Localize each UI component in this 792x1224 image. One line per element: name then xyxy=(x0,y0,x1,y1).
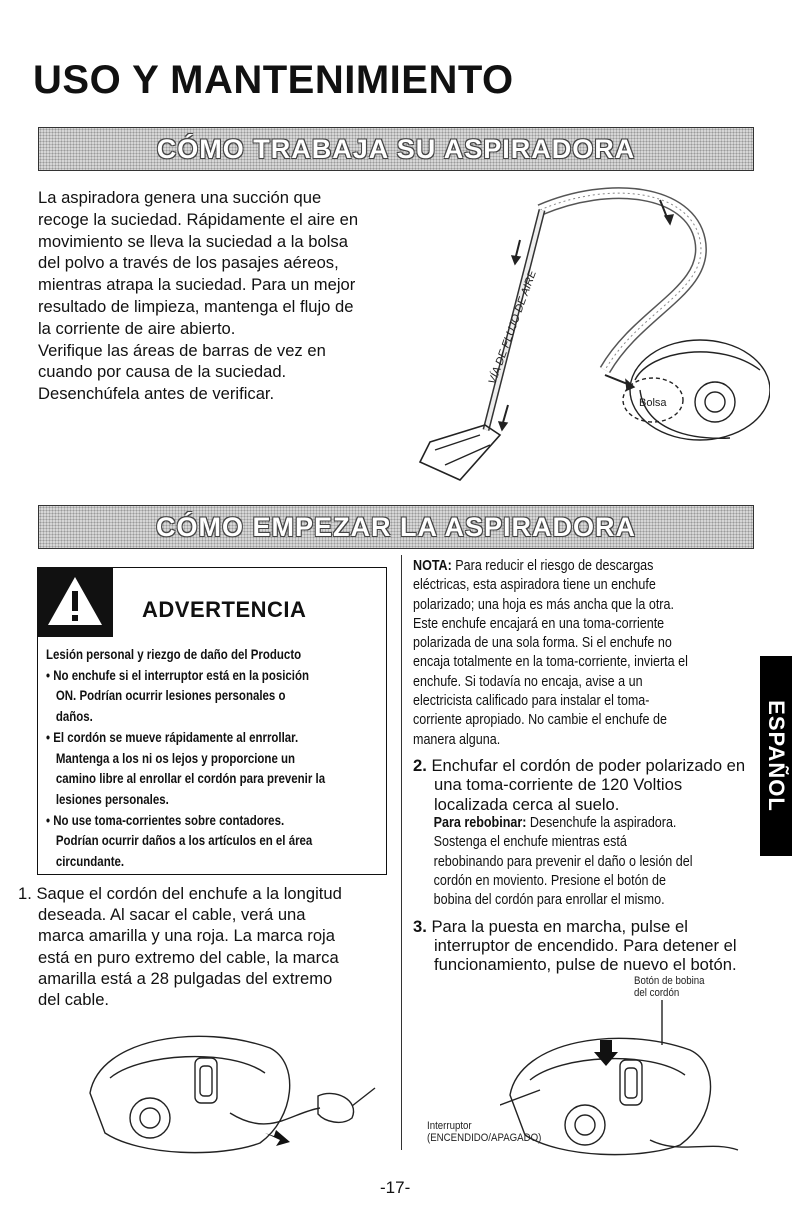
rewind-line: cordón en moviento. Presione el botón de xyxy=(433,873,666,890)
step-number: 3. xyxy=(413,916,427,936)
warning-icon-block xyxy=(37,567,113,637)
warning-line: • No enchufe si el interruptor está en la posición xyxy=(46,666,310,683)
text-line: la corriente de aire abierto. xyxy=(38,318,236,338)
rewind-line: bobina del cordón para enrollar el mismo. xyxy=(433,892,665,909)
bag-label: Bolsa xyxy=(639,397,667,409)
vacuum-airflow-illustration xyxy=(390,180,770,500)
text-line: Verifique las áreas de barras de vez en xyxy=(38,340,326,360)
text-line: La aspiradora genera una succión que xyxy=(38,188,322,207)
step-1-line: está en puro extremo del cable, la marca xyxy=(38,947,339,967)
warning-text xyxy=(46,644,325,872)
page-number: -17- xyxy=(380,1178,411,1197)
warning-line: Lesión personal y riezgo de daño del Producto xyxy=(46,646,302,662)
vacuum-buttons-illustration xyxy=(500,1000,740,1160)
warning-line: • El cordón se mueve rápidamente al enrrollar. xyxy=(46,728,299,745)
step-3-line: interruptor de encendido. Para detener el xyxy=(434,936,737,956)
note-line: electricista calificado para instalar el toma- xyxy=(413,693,650,710)
text-line: mientras atrapa la suciedad. Para un mejor xyxy=(38,275,356,295)
note-line: Este enchufe encajará en una toma-corriente xyxy=(413,615,665,632)
airflow-path-label: VÍA DE FLUJO DE AIRE xyxy=(486,268,539,387)
note-line: eléctricas, esta aspiradora tiene un enchufe xyxy=(413,577,656,594)
right-column xyxy=(413,557,773,975)
step-1 xyxy=(18,883,378,1010)
rewind-line: rebobinando para prevenir el daño o lesión del xyxy=(433,853,693,870)
warning-line: daños. xyxy=(55,708,93,725)
note-line: encaja totalmente en la toma-corriente, invierta el xyxy=(413,654,688,671)
text-line: Desenchúfela antes de verificar. xyxy=(38,384,275,404)
note-line: enchufe. Si todavía no encaja, avise a un xyxy=(413,673,643,690)
note-line: manera alguna. xyxy=(413,731,501,748)
step-1-line: marca amarilla y una roja. La marca roja xyxy=(38,926,335,946)
step-number: 1. xyxy=(18,884,32,903)
note-line: corriente apropiado. No cambie el enchufe de xyxy=(413,712,667,729)
warning-heading: ADVERTENCIA xyxy=(142,597,307,622)
switch-label: Interruptor (ENCENDIDO/APAGADO) xyxy=(427,1120,542,1144)
step-1-line: 1. Saque el cordón del enchufe a la longitud xyxy=(18,884,342,903)
step-2-line: una toma-corriente de 120 Voltios xyxy=(434,775,683,795)
warning-line: ON. Podrían ocurrir lesiones personales o xyxy=(55,687,286,704)
note-line: polarizada de una sola forma. Si el enchufe no xyxy=(413,635,672,652)
warning-line: camino libre al enrollar el cordón para prevenir la xyxy=(55,770,326,787)
step-1-line: amarilla está a 28 pulgadas del extremo xyxy=(38,968,333,988)
warning-line: lesiones personales. xyxy=(55,790,169,807)
text-line: recoge la suciedad. Rápidamente el aire en xyxy=(38,209,359,229)
warning-line: circundante. xyxy=(55,853,125,870)
step-number: 2. xyxy=(413,755,427,775)
note-line: NOTA: Para reducir el riesgo de descargas xyxy=(413,558,654,574)
warning-box xyxy=(37,567,387,875)
warning-line: Podrían ocurrir daños a los artículos en el área xyxy=(55,832,313,849)
step-1-line: del cable. xyxy=(38,990,110,1010)
text-line: cuando por causa de la suciedad. xyxy=(38,362,287,382)
text-line: movimiento se lleva la suciedad a la bolsa xyxy=(38,231,348,251)
language-side-tab xyxy=(760,656,792,856)
section-banner-how-it-works xyxy=(38,127,754,171)
rewind-line: Para rebobinar: Desenchufe la aspiradora. xyxy=(433,815,677,832)
how-it-works-paragraph xyxy=(38,187,383,405)
section-banner-text: CÓMO TRABAJA SU ASPIRADORA xyxy=(156,134,636,164)
step-1-line: deseada. Al sacar el cable, verá una xyxy=(38,905,306,925)
cord-button-label: Botón de bobina del cordón xyxy=(634,975,705,999)
step-3-line: funcionamiento, pulse de nuevo el botón. xyxy=(434,955,737,975)
step-2-line: localizada cerca al suelo. xyxy=(434,794,620,814)
note-label: NOTA: xyxy=(413,558,452,574)
rewind-line: Sostenga el enchufe mientras está xyxy=(433,834,627,851)
rewind-label: Para rebobinar: xyxy=(433,815,527,832)
column-divider xyxy=(401,555,402,1150)
vacuum-cord-illustration xyxy=(80,1018,380,1163)
note-line: polarizado; una hoja es más ancha que la otra. xyxy=(413,596,674,613)
text-line: resultado de limpieza, mantenga el flujo de xyxy=(38,296,354,316)
page-title: USO Y MANTENIMIENTO xyxy=(33,58,514,102)
step-2-line: 2. Enchufar el cordón de poder polarizado en xyxy=(413,755,746,775)
text-line: del polvo a través de los pasajes aéreos, xyxy=(38,253,339,273)
warning-line: Mantenga a los ni os lejos y proporcione un xyxy=(55,749,296,766)
warning-icon xyxy=(45,573,105,629)
language-label: ESPAÑOL xyxy=(764,700,789,812)
step-3-line: 3. Para la puesta en marcha, pulse el xyxy=(413,916,688,936)
warning-line: • No use toma-corrientes sobre contadores. xyxy=(46,811,285,828)
section-banner-text: CÓMO EMPEZAR LA ASPIRADORA xyxy=(155,512,636,542)
section-banner-getting-started xyxy=(38,505,754,549)
